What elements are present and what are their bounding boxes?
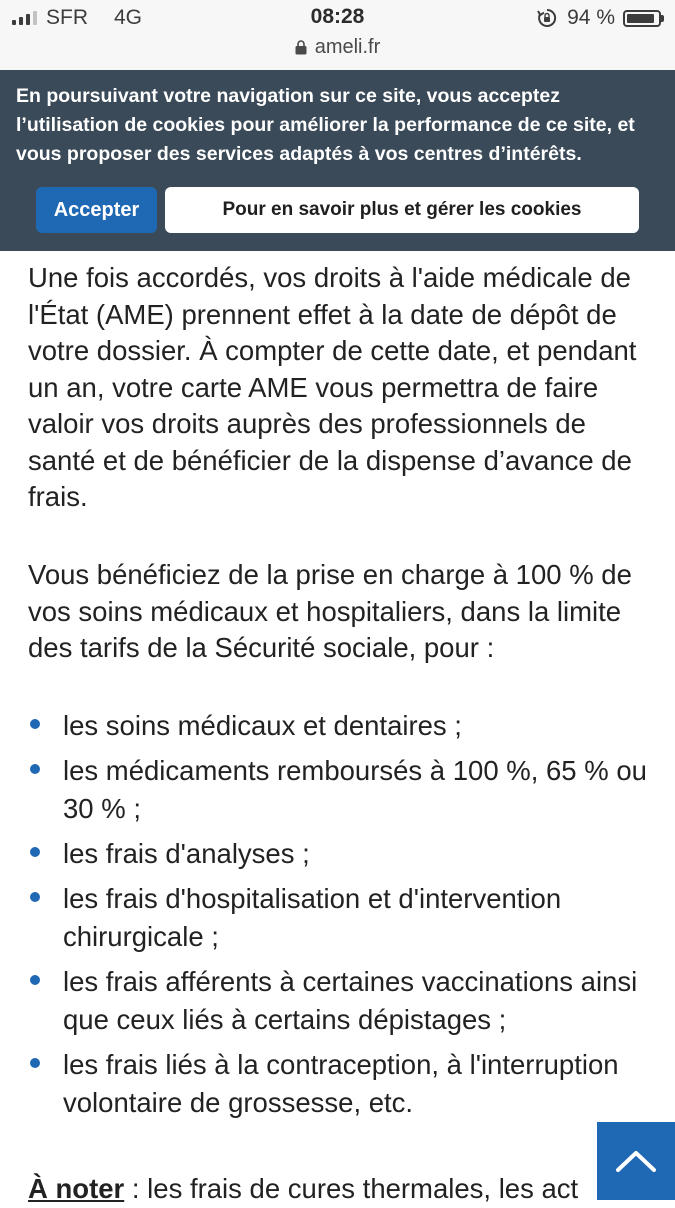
list-item-text: les frais d'analyses ;	[63, 838, 310, 869]
bullet-icon	[30, 975, 40, 985]
bullet-icon	[30, 719, 40, 729]
status-right	[537, 6, 661, 30]
battery-percentage: 94 %	[567, 6, 615, 29]
list-item	[28, 835, 658, 873]
url-bar[interactable]	[0, 36, 675, 59]
chevron-up-icon	[615, 1149, 657, 1173]
paragraph-coverage: Vous bénéficiez de la prise en charge à 100 % de vos soins médicaux et hospitaliers, dans la limite des tarifs de la Sécurité sociale, pour :	[28, 559, 632, 663]
accept-cookies-button[interactable]: Accepter	[36, 187, 157, 233]
list-item-text: les frais d'hospitalisation et d'intervention chirurgicale ;	[63, 883, 562, 952]
list-item	[28, 752, 658, 828]
url-text: ameli.fr	[314, 36, 381, 58]
status-bar	[0, 0, 675, 70]
list-item-text: les médicaments remboursés à 100 %, 65 % ou 30 % ;	[63, 755, 647, 824]
note-paragraph	[28, 1170, 675, 1208]
list-item	[28, 707, 658, 745]
cookie-banner	[0, 70, 675, 251]
back-to-top-button[interactable]	[597, 1122, 675, 1200]
bullet-icon	[30, 892, 40, 902]
clock: 08:28	[310, 5, 365, 28]
list-item-text: les frais liés à la contraception, à l'interruption volontaire de grossesse, etc.	[63, 1049, 619, 1118]
paragraph-rights: Une fois accordés, vos droits à l'aide médicale de l'État (AME) prennent effet à la date de dépôt de votre dossier. À compter de cette date, et pendant un an, votre carte AME vous permettra de faire valoir vos droits auprès des professionnels de santé et de bénéficier de la dispense d’avance de frais.	[28, 262, 637, 512]
article-intro	[28, 260, 658, 516]
list-item	[28, 1046, 658, 1122]
bullet-icon	[30, 1058, 40, 1068]
manage-cookies-button[interactable]: Pour en savoir plus et gérer les cookies	[165, 187, 639, 233]
carrier-name: SFR	[46, 6, 88, 29]
network-type: 4G	[114, 6, 143, 29]
lock-icon	[295, 40, 307, 55]
list-item	[28, 963, 658, 1039]
coverage-list	[28, 707, 658, 1129]
list-item	[28, 880, 658, 956]
bullet-icon	[30, 847, 40, 857]
list-item-text: les soins médicaux et dentaires ;	[63, 710, 462, 741]
note-text: : les frais de cures thermales, les act	[124, 1173, 579, 1204]
note-label: À noter	[28, 1173, 125, 1204]
battery-icon	[623, 10, 661, 27]
cookie-message: En poursuivant votre navigation sur ce site, vous acceptez l’utilisation de cookies pour améliorer la performance de ce site, et vous proposer des services adaptés à vos centres d’intérêts.	[16, 85, 635, 165]
bullet-icon	[30, 764, 40, 774]
list-item-text: les frais afférents à certaines vaccinations ainsi que ceux liés à certains dépistages ;	[63, 966, 638, 1035]
rotation-lock-icon	[537, 8, 557, 28]
